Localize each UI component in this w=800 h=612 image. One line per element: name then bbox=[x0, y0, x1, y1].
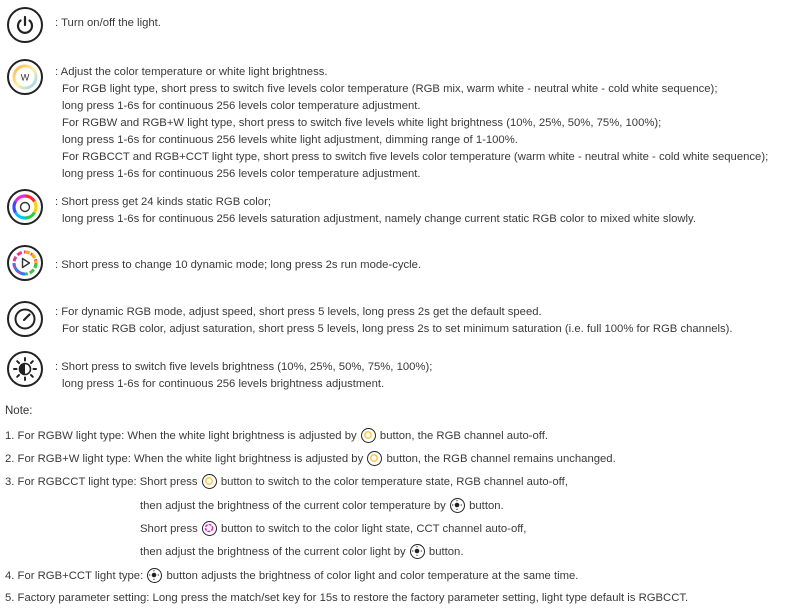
white-temperature-icon bbox=[7, 59, 43, 95]
note-text: 1. For RGBW light type: When the white light brightness is adjusted by bbox=[5, 430, 357, 442]
item-text: For RGB light type, short press to switch five levels color temperature (RGB mix, warm white - neutral white - cold white sequence); bbox=[62, 83, 718, 95]
item-text: : Short press to switch five levels brightness (10%, 25%, 50%, 75%, 100%); bbox=[55, 361, 433, 373]
item-text: : For dynamic RGB mode, adjust speed, short press 5 levels, long press 2s get the default speed. bbox=[55, 306, 542, 318]
item-text: For static RGB color, adjust saturation, short press 5 levels, long press 2s to set minimum saturation (i.e. full 100% for RGB channels). bbox=[62, 323, 733, 335]
w-label: W bbox=[20, 72, 30, 83]
brightness-sun-icon bbox=[7, 351, 43, 387]
brightness-sun-icon bbox=[450, 498, 465, 513]
note-4 bbox=[5, 568, 578, 583]
item-text: : Short press to change 10 dynamic mode; long press 2s run mode-cycle. bbox=[55, 259, 422, 271]
note-text: button to switch to the color temperature state, RGB channel auto-off, bbox=[220, 476, 568, 488]
power-icon bbox=[7, 7, 43, 43]
rgb-color-icon bbox=[202, 521, 217, 536]
white-temperature-icon bbox=[367, 451, 382, 466]
item-text: long press 1-6s for continuous 256 levels color temperature adjustment. bbox=[62, 168, 421, 180]
brightness-sun-icon bbox=[410, 544, 425, 559]
note-text: button. bbox=[469, 500, 504, 512]
item-text: For RGBW and RGB+W light type, short press to switch five levels white light brightness (10%, 25%, 50%, 75%, 100%); bbox=[62, 117, 662, 129]
item-text: : Adjust the color temperature or white light brightness. bbox=[55, 66, 328, 78]
rgb-color-icon bbox=[7, 189, 43, 225]
note-3-cont bbox=[140, 498, 504, 513]
note-3 bbox=[5, 474, 568, 489]
note-5: 5. Factory parameter setting: Long press the match/set key for 15s to restore the factory parameter setting, light type default is RGBCCT. bbox=[5, 592, 689, 604]
item-text: : Turn on/off the light. bbox=[55, 17, 161, 29]
note-2 bbox=[5, 451, 616, 466]
item-text: long press 1-6s for continuous 256 levels saturation adjustment, namely change current static RGB color to mixed white slowly. bbox=[62, 213, 696, 225]
note-text: Short press bbox=[140, 523, 198, 535]
item-text: long press 1-6s for continuous 256 levels brightness adjustment. bbox=[62, 378, 385, 390]
note-text: 4. For RGB+CCT light type: bbox=[5, 570, 144, 582]
note-3-cont bbox=[140, 521, 526, 536]
note-text: then adjust the brightness of the current color temperature by bbox=[140, 500, 446, 512]
note-1 bbox=[5, 428, 548, 443]
note-text: button, the RGB channel auto-off. bbox=[379, 430, 549, 442]
note-text: then adjust the brightness of the current color light by bbox=[140, 546, 406, 558]
note-text: 2. For RGB+W light type: When the white light brightness is adjusted by bbox=[5, 453, 364, 465]
note-3-cont bbox=[140, 544, 463, 559]
note-text: button. bbox=[428, 546, 464, 558]
note-text: 3. For RGBCCT light type: Short press bbox=[5, 476, 198, 488]
white-temperature-icon bbox=[361, 428, 376, 443]
item-text: For RGBCCT and RGB+CCT light type, short press to switch five levels color temperature (warm white - neutral white - cold white sequence); bbox=[62, 151, 769, 163]
speed-gauge-icon bbox=[7, 301, 43, 337]
white-temperature-icon bbox=[202, 474, 217, 489]
dynamic-mode-play-icon bbox=[7, 245, 43, 281]
item-text: long press 1-6s for continuous 256 levels color temperature adjustment. bbox=[62, 100, 421, 112]
item-text: long press 1-6s for continuous 256 levels white light adjustment, dimming range of 1-100%. bbox=[62, 134, 518, 146]
note-title: Note: bbox=[5, 405, 33, 417]
brightness-sun-icon bbox=[147, 568, 162, 583]
note-text: button to switch to the color light state, CCT channel auto-off, bbox=[221, 523, 527, 535]
item-text: : Short press get 24 kinds static RGB color; bbox=[55, 196, 271, 208]
note-text: button adjusts the brightness of color light and color temperature at the same time. bbox=[166, 570, 579, 582]
note-text: button, the RGB channel remains unchanged. bbox=[386, 453, 616, 465]
